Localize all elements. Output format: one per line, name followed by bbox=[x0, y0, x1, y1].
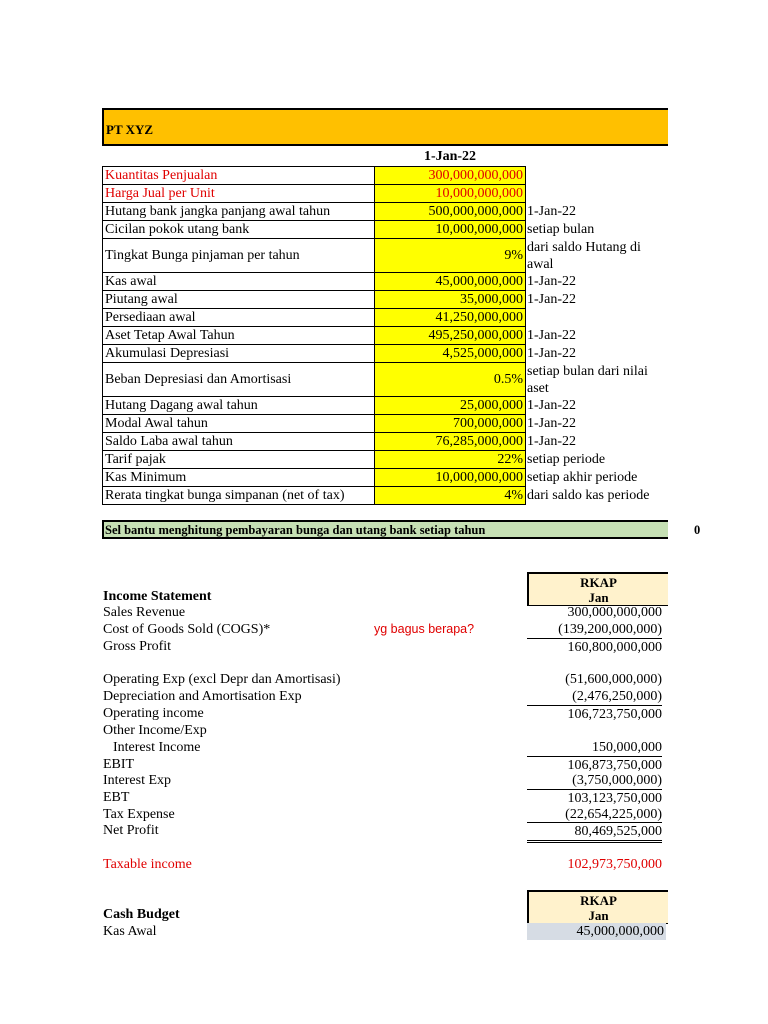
param-row bbox=[103, 451, 670, 469]
ebt-label: EBT bbox=[103, 790, 130, 805]
param-label: Harga Jual per Unit bbox=[103, 185, 375, 203]
param-note: 1-Jan-22 bbox=[527, 434, 576, 449]
taxable-income-label: Taxable income bbox=[103, 857, 192, 872]
param-value[interactable]: 300,000,000,000 bbox=[375, 167, 526, 185]
param-label: Rerata tingkat bunga simpanan (net of tax) bbox=[103, 487, 375, 505]
param-label: Piutang awal bbox=[103, 291, 375, 309]
sales-revenue-value[interactable]: 300,000,000,000 bbox=[567, 605, 662, 620]
taxable-income-value[interactable]: 102,973,750,000 bbox=[567, 857, 662, 872]
param-value[interactable]: 45,000,000,000 bbox=[375, 273, 526, 291]
gross-profit-value[interactable]: 160,800,000,000 bbox=[527, 638, 662, 656]
param-label: Tingkat Bunga pinjaman per tahun bbox=[103, 239, 375, 273]
income-month-label: Jan bbox=[588, 590, 609, 605]
opex-value[interactable]: (51,600,000,000) bbox=[565, 672, 662, 687]
param-label: Kas Minimum bbox=[103, 469, 375, 487]
param-note bbox=[526, 185, 670, 203]
param-note: 1-Jan-22 bbox=[527, 292, 576, 307]
helper-value[interactable]: 0 bbox=[694, 523, 701, 537]
income-rkap-label: RKAP bbox=[580, 575, 617, 590]
param-note bbox=[526, 167, 670, 185]
operating-income-label: Operating income bbox=[103, 706, 204, 721]
income-rkap-header bbox=[527, 572, 668, 606]
helper-row bbox=[102, 520, 701, 539]
param-label: Beban Depresiasi dan Amortisasi bbox=[103, 363, 375, 397]
date-header: 1-Jan-22 bbox=[423, 149, 477, 164]
param-value[interactable]: 25,000,000 bbox=[375, 397, 526, 415]
cogs-label: Cost of Goods Sold (COGS)* bbox=[103, 622, 271, 637]
param-note: setiap periode bbox=[527, 452, 606, 467]
param-note: setiap bulan dari nilai aset bbox=[527, 363, 648, 396]
param-row bbox=[103, 273, 670, 291]
param-row bbox=[103, 167, 670, 185]
param-row bbox=[103, 345, 670, 363]
param-value[interactable]: 41,250,000,000 bbox=[375, 309, 526, 327]
interest-exp-value[interactable]: (3,750,000,000) bbox=[572, 773, 662, 788]
param-note: 1-Jan-22 bbox=[527, 204, 576, 219]
param-label: Hutang bank jangka panjang awal tahun bbox=[103, 203, 375, 221]
param-value[interactable]: 10,000,000,000 bbox=[375, 185, 526, 203]
helper-label: Sel bantu menghitung pembayaran bunga dan utang bank setiap tahun bbox=[105, 523, 486, 537]
param-value[interactable]: 700,000,000 bbox=[375, 415, 526, 433]
param-row bbox=[103, 309, 670, 327]
param-row bbox=[103, 415, 670, 433]
net-profit-label: Net Profit bbox=[103, 823, 159, 838]
param-note: 1-Jan-22 bbox=[527, 346, 576, 361]
param-label: Hutang Dagang awal tahun bbox=[103, 397, 375, 415]
param-value[interactable]: 10,000,000,000 bbox=[375, 469, 526, 487]
depr-value[interactable]: (2,476,250,000) bbox=[572, 689, 662, 704]
ebt-value[interactable]: 103,123,750,000 bbox=[527, 789, 662, 807]
param-row bbox=[103, 291, 670, 309]
param-label: Tarif pajak bbox=[103, 451, 375, 469]
depr-label: Depreciation and Amortisation Exp bbox=[103, 689, 302, 704]
company-title-bar bbox=[102, 108, 668, 146]
param-row bbox=[103, 185, 670, 203]
param-row bbox=[103, 203, 670, 221]
param-label: Akumulasi Depresiasi bbox=[103, 345, 375, 363]
interest-exp-label: Interest Exp bbox=[103, 773, 172, 788]
kas-awal-label: Kas Awal bbox=[103, 924, 157, 939]
param-note bbox=[526, 309, 670, 327]
net-profit-value[interactable]: 80,469,525,000 bbox=[527, 822, 662, 843]
param-row bbox=[103, 239, 670, 273]
param-value[interactable]: 35,000,000 bbox=[375, 291, 526, 309]
param-value[interactable]: 10,000,000,000 bbox=[375, 221, 526, 239]
param-row bbox=[103, 487, 670, 505]
param-row bbox=[103, 363, 670, 397]
cogs-value[interactable]: (139,200,000,000) bbox=[558, 622, 662, 637]
param-label: Persediaan awal bbox=[103, 309, 375, 327]
company-name: PT XYZ bbox=[106, 122, 154, 137]
tax-expense-value[interactable]: (22,654,225,000) bbox=[565, 807, 662, 822]
param-value[interactable]: 4,525,000,000 bbox=[375, 345, 526, 363]
sales-revenue-label: Sales Revenue bbox=[103, 605, 186, 620]
param-note: 1-Jan-22 bbox=[527, 398, 576, 413]
param-note: dari saldo kas periode bbox=[527, 488, 650, 503]
param-value[interactable]: 9% bbox=[375, 239, 526, 273]
param-row bbox=[103, 327, 670, 345]
param-value[interactable]: 4% bbox=[375, 487, 526, 505]
cash-budget-title: Cash Budget bbox=[103, 907, 180, 922]
param-label: Aset Tetap Awal Tahun bbox=[103, 327, 375, 345]
param-note: setiap bulan bbox=[527, 222, 595, 237]
param-note: 1-Jan-22 bbox=[527, 328, 576, 343]
param-label: Kuantitas Penjualan bbox=[103, 167, 375, 185]
ebit-label: EBIT bbox=[103, 757, 135, 772]
param-value[interactable]: 22% bbox=[375, 451, 526, 469]
gross-profit-label: Gross Profit bbox=[103, 639, 172, 654]
interest-income-label: Interest Income bbox=[113, 740, 201, 755]
param-note: dari saldo Hutang di awal bbox=[527, 239, 641, 272]
cash-month-label: Jan bbox=[588, 908, 609, 923]
param-note: 1-Jan-22 bbox=[527, 274, 576, 289]
cash-rkap-header bbox=[527, 890, 668, 924]
param-value[interactable]: 0.5% bbox=[375, 363, 526, 397]
param-label: Modal Awal tahun bbox=[103, 415, 375, 433]
param-label: Kas awal bbox=[103, 273, 375, 291]
opex-label: Operating Exp (excl Depr dan Amortisasi) bbox=[103, 672, 341, 687]
param-row bbox=[103, 433, 670, 451]
interest-income-value[interactable]: 150,000,000 bbox=[592, 740, 662, 755]
param-row bbox=[103, 469, 670, 487]
param-value[interactable]: 500,000,000,000 bbox=[375, 203, 526, 221]
operating-income-value[interactable]: 106,723,750,000 bbox=[527, 705, 662, 723]
kas-awal-value[interactable]: 45,000,000,000 bbox=[527, 923, 666, 940]
tax-expense-label: Tax Expense bbox=[103, 807, 175, 822]
parameter-table bbox=[102, 166, 670, 505]
cash-rkap-label: RKAP bbox=[580, 893, 617, 908]
ebit-value[interactable]: 106,873,750,000 bbox=[527, 756, 662, 774]
cogs-note: yg bagus berapa? bbox=[374, 622, 475, 636]
param-label: Saldo Laba awal tahun bbox=[103, 433, 375, 451]
param-value[interactable]: 495,250,000,000 bbox=[375, 327, 526, 345]
param-note: setiap akhir periode bbox=[527, 470, 638, 485]
param-note: 1-Jan-22 bbox=[527, 416, 576, 431]
param-value[interactable]: 76,285,000,000 bbox=[375, 433, 526, 451]
income-statement-title: Income Statement bbox=[103, 589, 212, 604]
other-income-label: Other Income/Exp bbox=[103, 723, 207, 738]
param-label: Cicilan pokok utang bank bbox=[103, 221, 375, 239]
param-row bbox=[103, 397, 670, 415]
param-row bbox=[103, 221, 670, 239]
